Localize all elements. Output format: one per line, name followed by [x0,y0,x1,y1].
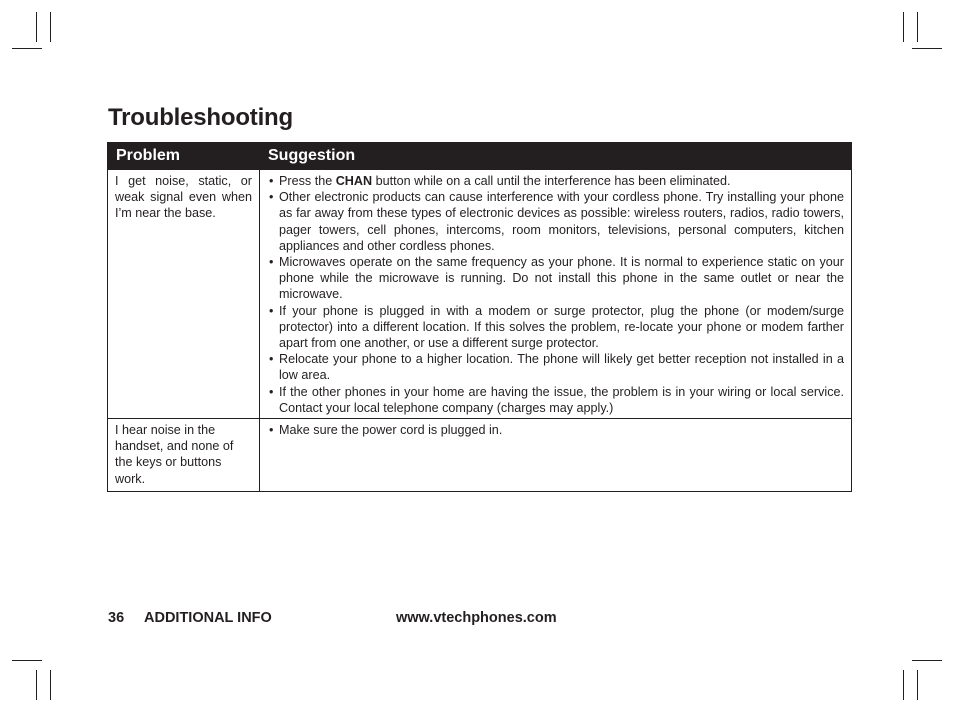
crop-mark [12,48,42,49]
suggestion-item: • Microwaves operate on the same frequency as your phone. It is normal to experience static on your phone while the microwave is running. Do not install this phone in the same outlet or near the microwave. [269,254,844,303]
suggestion-item [269,173,844,189]
footer-website-link[interactable]: www.vtechphones.com [396,610,557,626]
suggestion-item: • If the other phones in your home are having the issue, the problem is in your wiring or local service. Contact your local telephone company (charges may apply.) [269,384,844,416]
suggestion-item: • Other electronic products can cause interference with your cordless phone. Try installing your phone as far away from these types of electronic devices as possible: wireless routers, radios, radio towers, pager towers, cell phones, intercoms, room monitors, televisions, personal computers, kitchen appliances and other cordless phones. [269,189,844,254]
crop-mark [903,12,904,42]
crop-mark [36,12,37,42]
table-header-row [108,143,852,170]
suggestion-item: • Make sure the power cord is plugged in. [269,422,844,438]
table-row [108,170,852,419]
footer-section-label: ADDITIONAL INFO [144,610,272,626]
crop-mark [917,670,918,700]
table-row [108,419,852,492]
page-number: 36 [108,610,125,626]
crop-mark [12,660,42,661]
problem-cell: I hear noise in the handset, and none of the keys or buttons work. [108,419,260,492]
column-header-problem: Problem [108,143,260,170]
suggestion-cell [260,419,852,492]
column-header-suggestion: Suggestion [260,143,852,170]
crop-mark [912,48,942,49]
suggestion-item: • If your phone is plugged in with a modem or surge protector, plug the phone (or modem/surge protector) into a different location. If this solves the problem, re-locate your phone or modem farther apart from one another, or use a different surge protector. [269,303,844,352]
crop-mark [903,670,904,700]
page-title: Troubleshooting [108,104,293,131]
problem-cell: I get noise, static, or weak signal even when I’m near the base. [108,170,260,419]
suggestion-cell [260,170,852,419]
suggestion-list [269,422,844,438]
suggestion-text: Press the [279,174,336,188]
crop-mark [36,670,37,700]
suggestion-item: • Relocate your phone to a higher location. The phone will likely get better reception not installed in a low area. [269,351,844,383]
crop-mark [50,670,51,700]
troubleshooting-table [107,142,852,492]
chan-key-label: CHAN [335,174,373,188]
suggestion-text: button while on a call until the interference has been eliminated. [372,174,731,188]
crop-mark [912,660,942,661]
crop-mark [50,12,51,42]
suggestion-list [269,173,844,416]
crop-mark [917,12,918,42]
